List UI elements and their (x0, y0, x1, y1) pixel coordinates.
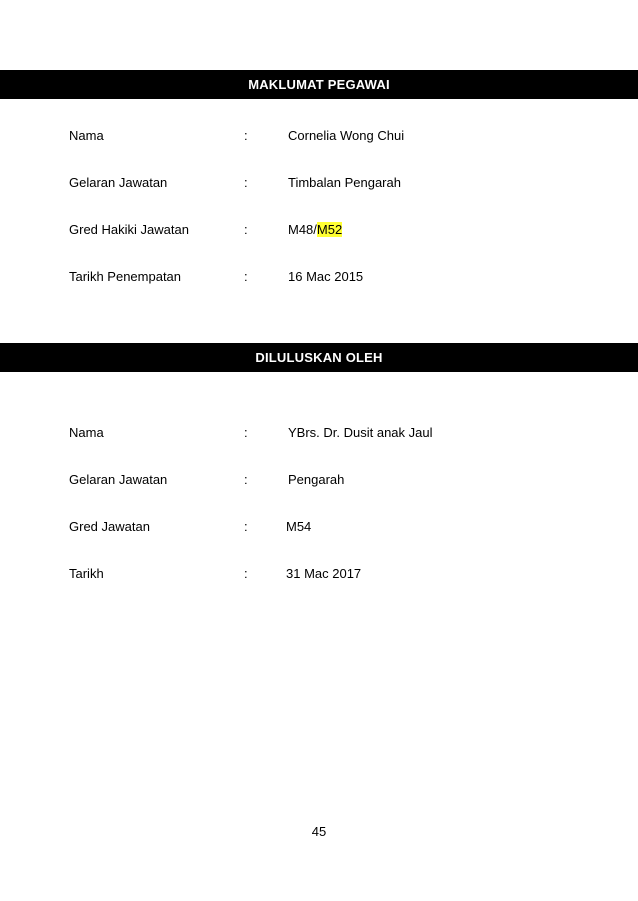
approval-header (0, 343, 638, 372)
field-label: Nama (69, 425, 104, 440)
field-label: Tarikh (69, 566, 104, 581)
field-label: Gelaran Jawatan (69, 175, 168, 190)
approver-grade-value: M54 (286, 519, 312, 534)
officer-grade-row (0, 221, 638, 239)
field-colon: : (244, 425, 248, 440)
grade-prefix: M48/ (288, 222, 317, 237)
officer-info-header (0, 70, 638, 99)
officer-name-value: Cornelia Wong Chui (288, 128, 405, 143)
officer-title-value: Timbalan Pengarah (288, 175, 401, 190)
field-label: Gred Jawatan (69, 519, 150, 534)
field-label: Gred Hakiki Jawatan (69, 222, 189, 237)
field-label: Nama (69, 128, 104, 143)
approver-name-row (0, 424, 638, 442)
field-colon: : (244, 519, 248, 534)
field-colon: : (244, 222, 248, 237)
field-colon: : (244, 175, 248, 190)
approval-date-row (0, 565, 638, 583)
field-colon: : (244, 566, 248, 581)
officer-name-row (0, 127, 638, 145)
officer-placement-date-value: 16 Mac 2015 (288, 269, 364, 284)
approver-grade-row (0, 518, 638, 536)
officer-title-row (0, 174, 638, 192)
approver-title-row (0, 471, 638, 489)
officer-info-title: MAKLUMAT PEGAWAI (248, 77, 390, 92)
approval-title: DILULUSKAN OLEH (255, 350, 383, 365)
grade-highlight: M52 (316, 222, 343, 237)
approver-name-value: YBrs. Dr. Dusit anak Jaul (288, 425, 433, 440)
page-number: 45 (311, 824, 327, 839)
field-colon: : (244, 128, 248, 143)
officer-placement-date-row (0, 268, 638, 286)
approval-date-value: 31 Mac 2017 (286, 566, 362, 581)
field-label: Gelaran Jawatan (69, 472, 168, 487)
approver-title-value: Pengarah (288, 472, 345, 487)
field-colon: : (244, 472, 248, 487)
officer-grade-value (288, 221, 342, 239)
field-label: Tarikh Penempatan (69, 269, 182, 284)
field-colon: : (244, 269, 248, 284)
